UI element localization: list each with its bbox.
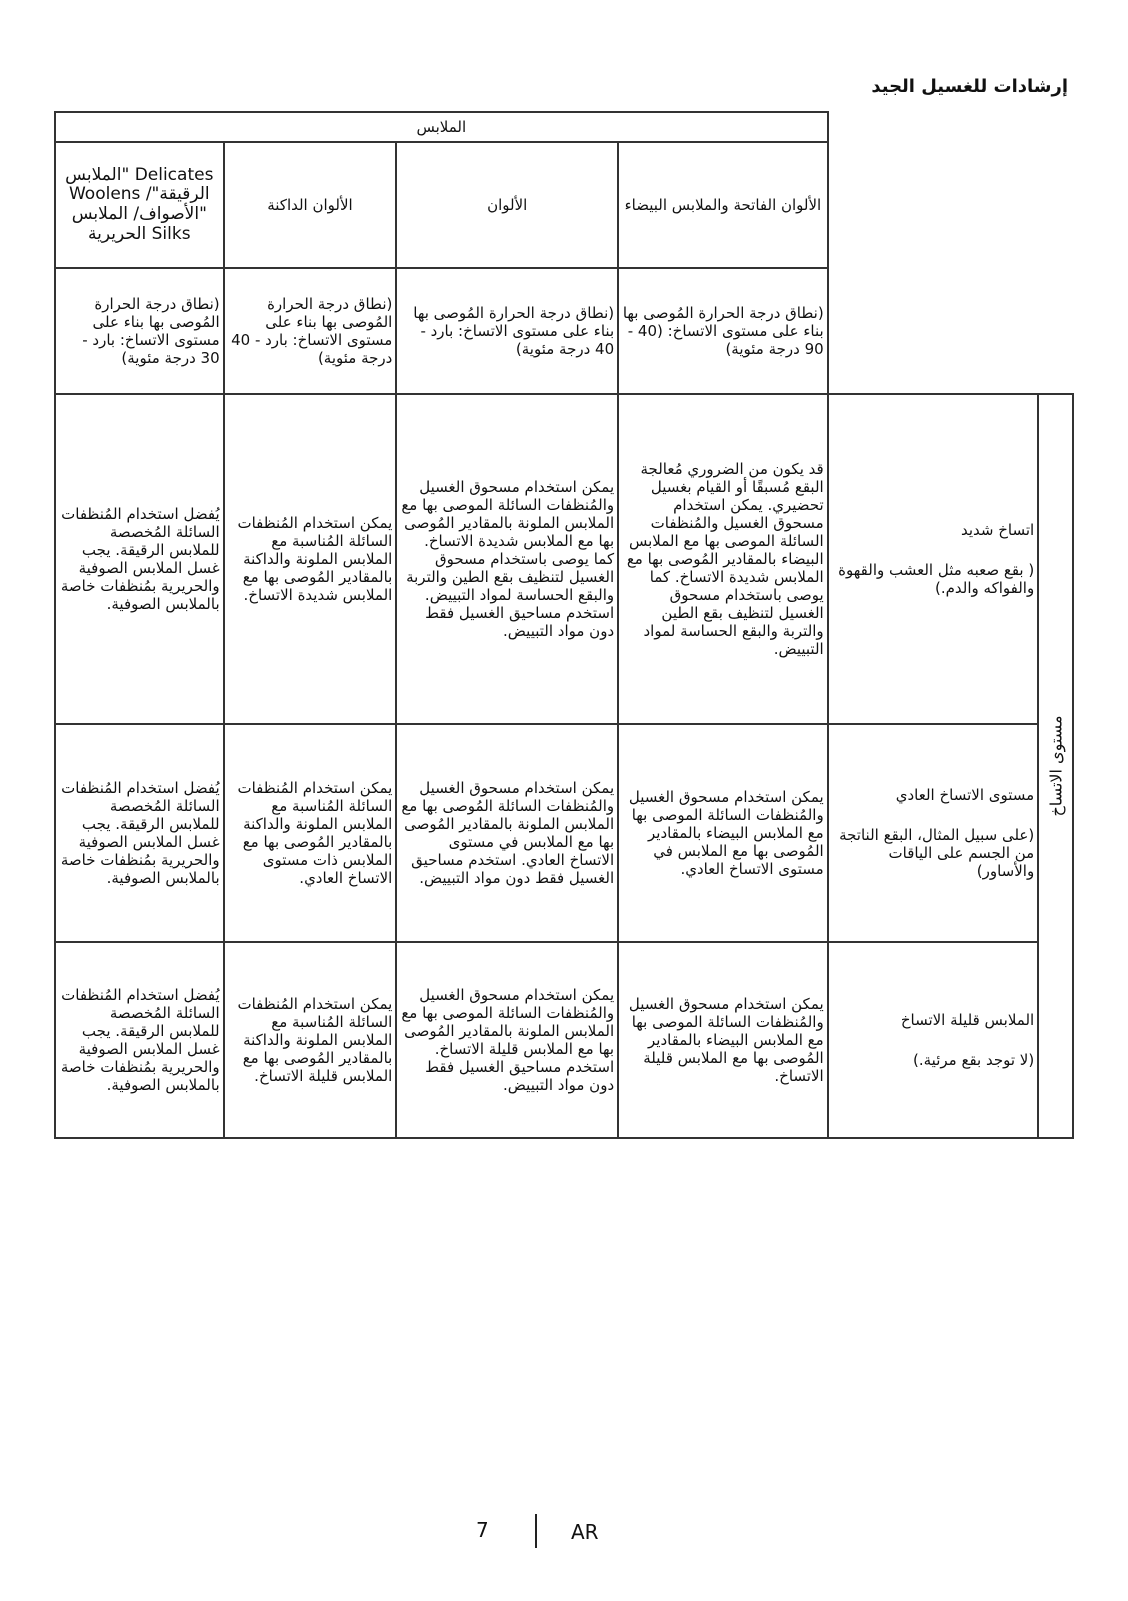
cell-normal-delicates: يُفضل استخدام المُنظفات السائلة المُخصصة للملابس الرقيقة. يجب غسل الملابس الصوفية والحريرية بمُنظفات خاصة بالملابس الصوفية. <box>55 724 224 942</box>
laundry-guide-table <box>54 111 1074 1139</box>
soil-level-axis-label: مستوى الاتساخ <box>1046 715 1066 817</box>
temperature-colors: (نطاق درجة الحرارة المُوصى بها بناء على مستوى الاتساخ: بارد - 40 درجة مئوية) <box>396 268 618 394</box>
soil-level-note: (على سبيل المثال، البقع الناتجة من الجسم على الياقات والأساور) <box>839 826 1035 880</box>
clothes-header-row <box>55 112 1073 142</box>
light-soil-row <box>55 942 1073 1138</box>
cell-heavy-delicates: يُفضل استخدام المُنظفات السائلة المُخصصة للملابس الرقيقة. يجب غسل الملابس الصوفية والحريرية بمُنظفات خاصة بالملابس الصوفية. <box>55 394 224 724</box>
normal-soil-row <box>55 724 1073 942</box>
cell-normal-colors: يمكن استخدام مسحوق الغسيل والمُنظفات السائلة المُوصى بها مع الملابس الملونة بالمقادير المُوصى بها مع الملابس في مستوى الاتساخ العادي. استخدم مساحيق الغسيل فقط دون مواد التبييض. <box>396 724 618 942</box>
page-title: إرشادات للغسيل الجيد <box>871 76 1068 97</box>
page-number: 7 <box>476 1518 489 1542</box>
cell-light-dark-colors: يمكن استخدام المُنظفات السائلة المُناسبة مع الملابس الملونة والداكنة بالمقادير المُوصى بها مع الملابس قليلة الاتساخ. <box>224 942 397 1138</box>
soil-level-axis <box>1038 394 1073 1138</box>
soil-level-note: ( بقع صعبه مثل العشب والقهوة والفواكه والدم.) <box>838 561 1035 597</box>
column-header-delicates: Delicates "الملابس الرقيقة"/ Woolens "الأصواف/ الملابس Silks الحريرية <box>55 142 224 268</box>
cell-heavy-dark-colors: يمكن استخدام المُنظفات السائلة المُناسبة مع الملابس الملونة والداكنة بالمقادير المُوصى بها مع الملابس شديدة الاتساخ. <box>224 394 397 724</box>
cell-heavy-colors: يمكن استخدام مسحوق الغسيل والمُنظفات السائلة الموصى بها مع الملابس الملونة بالمقادير المُوصى بها مع الملابس شديدة الاتساخ. كما يوصى باستخدام مسحوق الغسيل لتنظيف بقع الطين والتربة والبقع الحساسة لمواد التبييض. استخدم مساحيق الغسيل فقط دون مواد التبييض. <box>396 394 618 724</box>
temperature-dark-colors: (نطاق درجة الحرارة المُوصى بها بناء على مستوى الاتساخ: بارد - 40 درجة مئوية) <box>224 268 397 394</box>
soil-level-name: الملابس قليلة الاتساخ <box>900 1011 1035 1029</box>
cell-normal-dark-colors: يمكن استخدام المُنظفات السائلة المُناسبة مع الملابس الملونة والداكنة بالمقادير المُوصى بها مع الملابس ذات مستوى الاتساخ العادي. <box>224 724 397 942</box>
clothes-header: الملابس <box>55 112 828 142</box>
heavy-soil-row <box>55 394 1073 724</box>
soil-level-name: مستوى الاتساخ العادي <box>895 786 1035 804</box>
cell-normal-light-whites: يمكن استخدام مسحوق الغسيل والمُنظفات السائلة الموصى بها مع الملابس البيضاء بالمقادير المُوصى بها مع الملابس في مستوى الاتساخ العادي. <box>618 724 828 942</box>
language-code: AR <box>571 1520 599 1544</box>
column-header-row <box>55 142 1073 268</box>
cell-heavy-light-whites: قد يكون من الضروري مُعالجة البقع مُسبقًا أو القيام بغسيل تحضيري. يمكن استخدام مسحوق الغسيل والمُنظفات السائلة الموصى بها مع الملابس البيضاء بالمقادير المُوصى بها مع الملابس شديدة الاتساخ. كما يوصى باستخدام مسحوق الغسيل لتنظيف بقع الطين والتربة والبقع الحساسة لمواد التبييض. <box>618 394 828 724</box>
column-header-dark-colors: الألوان الداكنة <box>224 142 397 268</box>
soil-level-name: اتساخ شديد <box>960 521 1035 539</box>
cell-light-colors: يمكن استخدام مسحوق الغسيل والمُنظفات السائلة الموصى بها مع الملابس الملونة بالمقادير المُوصى بها مع الملابس قليلة الاتساخ. استخدم مساحيق الغسيل فقط دون مواد التبييض. <box>396 942 618 1138</box>
page-footer <box>0 1514 1128 1554</box>
soil-level-note: (لا توجد بقع مرئية.) <box>913 1051 1035 1069</box>
footer-divider <box>535 1514 537 1548</box>
temperature-row <box>55 268 1073 394</box>
temperature-delicates: (نطاق درجة الحرارة المُوصى بها بناء على مستوى الاتساخ: بارد - 30 درجة مئوية) <box>55 268 224 394</box>
cell-light-light-whites: يمكن استخدام مسحوق الغسيل والمُنظفات السائلة الموصى بها مع الملابس البيضاء بالمقادير المُوصى بها مع الملابس قليلة الاتساخ. <box>618 942 828 1138</box>
soil-level-normal <box>828 724 1039 942</box>
temperature-light-whites: (نطاق درجة الحرارة المُوصى بها بناء على مستوى الاتساخ: (40 - 90 درجة مئوية) <box>618 268 828 394</box>
soil-level-heavy <box>828 394 1039 724</box>
column-header-colors: الألوان <box>396 142 618 268</box>
soil-level-light <box>828 942 1039 1138</box>
column-header-light-whites: الألوان الفاتحة والملابس البيضاء <box>618 142 828 268</box>
cell-light-delicates: يُفضل استخدام المُنظفات السائلة المُخصصة للملابس الرقيقة. يجب غسل الملابس الصوفية والحريرية بمُنظفات خاصة بالملابس الصوفية. <box>55 942 224 1138</box>
